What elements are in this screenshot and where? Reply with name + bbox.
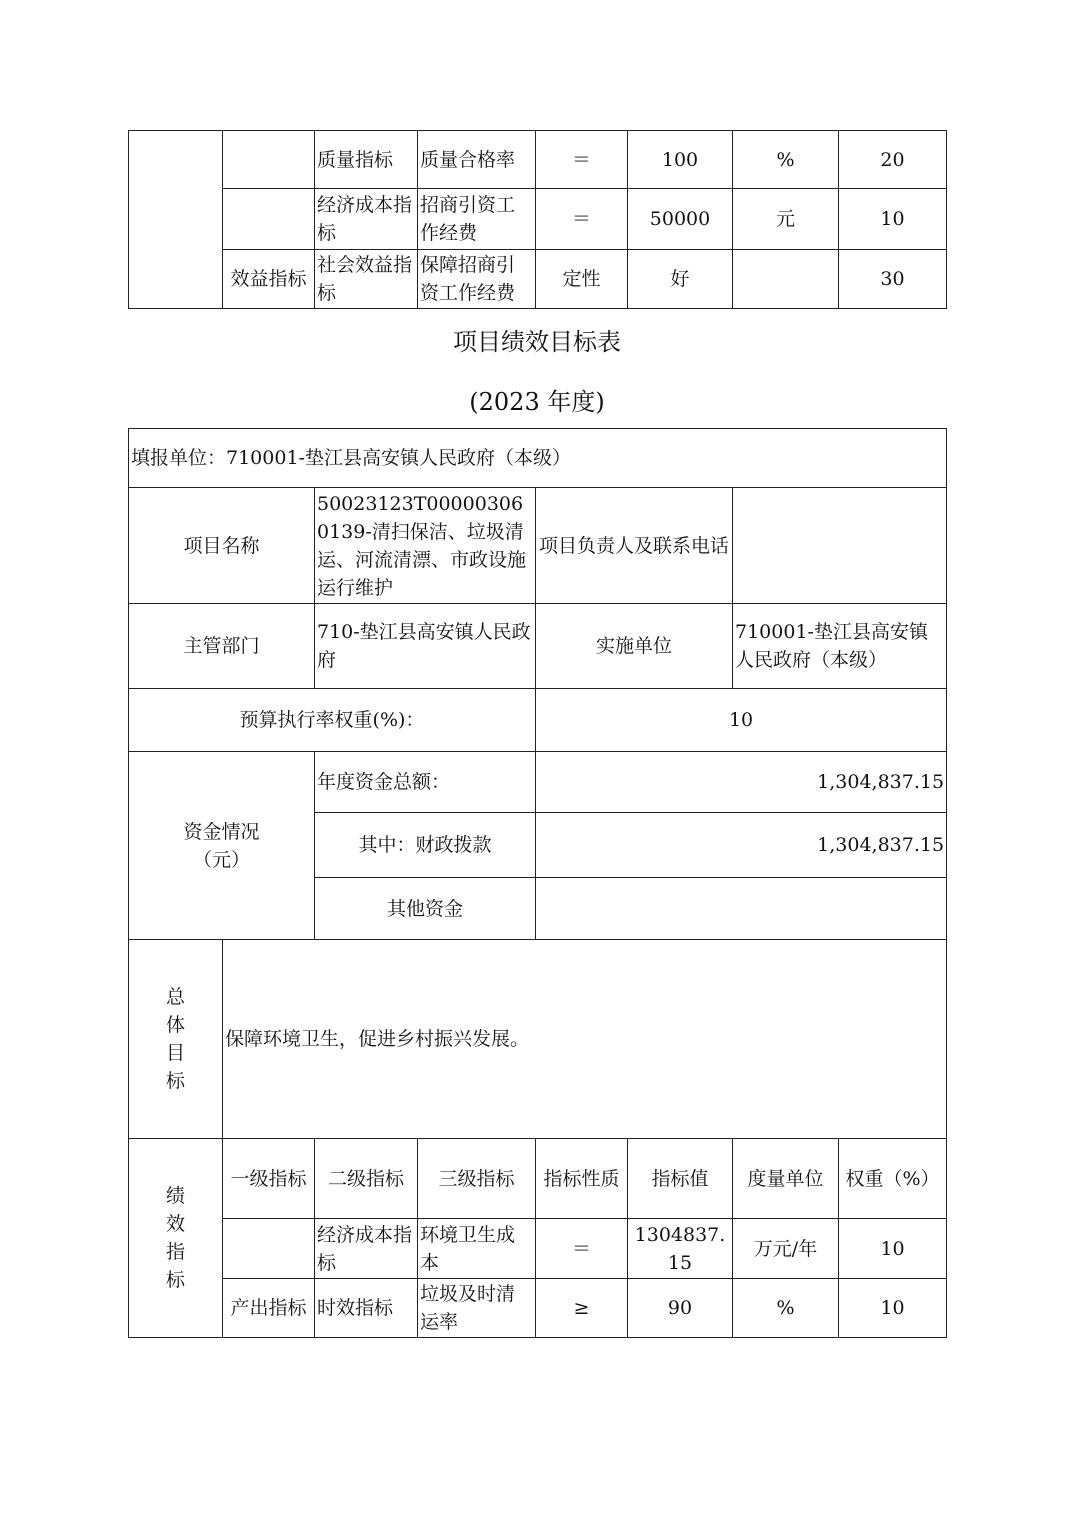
goal-label-text: 总体目标 <box>165 986 185 1092</box>
value-cell: 50000 <box>628 189 733 250</box>
goal-value: 保障环境卫生，促进乡村振兴发展。 <box>223 940 947 1139</box>
level3-cell: 保障招商引资工作经费 <box>418 250 536 309</box>
weight-cell: 10 <box>839 189 947 250</box>
leader-label: 项目负责人及联系电话 <box>536 488 733 604</box>
weight-cell: 30 <box>839 250 947 309</box>
perf-label <box>129 1139 223 1338</box>
level3-cell: 垃圾及时清运率 <box>418 1279 536 1338</box>
level2-cell: 经济成本指标 <box>315 189 418 250</box>
value-cell: 好 <box>628 250 733 309</box>
unit-cell: % <box>733 1279 839 1338</box>
unit-cell: 元 <box>733 189 839 250</box>
performance-goal-table <box>128 428 947 1338</box>
funds-label-text: 资金情况（元） <box>183 820 260 871</box>
leader-value <box>733 488 947 604</box>
project-name-label: 项目名称 <box>129 488 315 604</box>
header-level2: 二级指标 <box>315 1139 418 1219</box>
nature-cell: ＝ <box>536 189 628 250</box>
header-unit: 度量单位 <box>733 1139 839 1219</box>
fiscal-value: 1,304,837.15 <box>536 813 947 878</box>
nature-cell: ≥ <box>536 1279 628 1338</box>
weight-cell: 20 <box>839 131 947 189</box>
table-row <box>129 131 947 189</box>
unit-cell <box>733 250 839 309</box>
level3-cell: 质量合格率 <box>418 131 536 189</box>
level2-cell: 社会效益指标 <box>315 250 418 309</box>
value-cell: 90 <box>628 1279 733 1338</box>
table-row <box>129 1279 947 1338</box>
annual-total-value: 1,304,837.15 <box>536 752 947 813</box>
level1-cell <box>223 1219 315 1279</box>
budget-rate-label: 预算执行率权重(%)： <box>129 689 536 752</box>
page-subtitle: (2023 年度) <box>469 388 605 416</box>
reporting-unit: 填报单位：710001-垫江县高安镇人民政府（本级） <box>129 429 947 488</box>
level1-cell: 效益指标 <box>223 250 315 309</box>
empty-cell <box>129 131 223 309</box>
nature-cell: 定性 <box>536 250 628 309</box>
other-funds-label: 其他资金 <box>315 878 536 940</box>
level2-cell: 时效指标 <box>315 1279 418 1338</box>
level2-cell: 质量指标 <box>315 131 418 189</box>
weight-cell: 10 <box>839 1219 947 1279</box>
annual-total-label: 年度资金总额： <box>315 752 536 813</box>
level2-cell: 经济成本指标 <box>315 1219 418 1279</box>
project-name-value: 50023123T000003060139-清扫保洁、垃圾清运、河流清漂、市政设施运行维护 <box>315 488 536 604</box>
goal-label <box>129 940 223 1139</box>
fiscal-label: 其中：财政拨款 <box>315 813 536 878</box>
header-level3: 三级指标 <box>418 1139 536 1219</box>
level3-cell: 环境卫生成本 <box>418 1219 536 1279</box>
level1-cell <box>223 189 315 250</box>
value-cell: 1304837.15 <box>628 1219 733 1279</box>
header-nature: 指标性质 <box>536 1139 628 1219</box>
impl-value: 710001-垫江县高安镇人民政府（本级） <box>733 604 947 689</box>
table-row <box>129 189 947 250</box>
nature-cell: ＝ <box>536 1219 628 1279</box>
perf-label-text: 绩效指标 <box>165 1185 185 1291</box>
table-row <box>129 1219 947 1279</box>
top-indicator-table <box>128 130 947 309</box>
dept-label: 主管部门 <box>129 604 315 689</box>
header-value: 指标值 <box>628 1139 733 1219</box>
unit-cell: % <box>733 131 839 189</box>
weight-cell: 10 <box>839 1279 947 1338</box>
budget-rate-value: 10 <box>536 689 947 752</box>
table-row <box>129 250 947 309</box>
impl-label: 实施单位 <box>536 604 733 689</box>
other-funds-value <box>536 878 947 940</box>
level3-cell: 招商引资工作经费 <box>418 189 536 250</box>
level1-cell <box>223 131 315 189</box>
unit-cell: 万元/年 <box>733 1219 839 1279</box>
level1-cell: 产出指标 <box>223 1279 315 1338</box>
nature-cell: ＝ <box>536 131 628 189</box>
funds-label <box>129 752 315 940</box>
page-title: 项目绩效目标表 <box>453 328 621 356</box>
header-level1: 一级指标 <box>223 1139 315 1219</box>
value-cell: 100 <box>628 131 733 189</box>
header-weight: 权重（%） <box>839 1139 947 1219</box>
dept-value: 710-垫江县高安镇人民政府 <box>315 604 536 689</box>
